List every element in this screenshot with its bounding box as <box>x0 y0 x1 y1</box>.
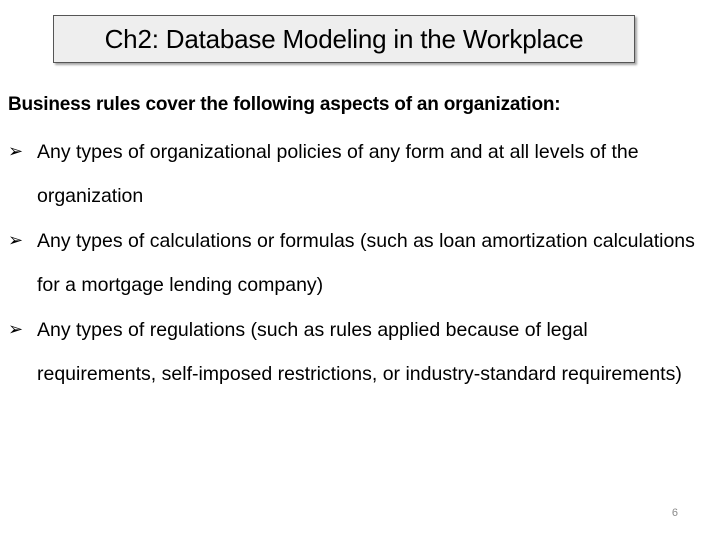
bullet-list <box>8 130 708 397</box>
bullet-text: Any types of calculations or formulas (such as loan amortization calculations for a mortgage lending company) <box>37 230 695 296</box>
arrow-bullet-icon: ➢ <box>8 319 24 340</box>
bullet-item-regulations <box>8 308 708 396</box>
section-heading: Business rules cover the following aspects of an organization: <box>8 94 561 115</box>
page-number: 6 <box>671 507 678 519</box>
slide-title: Ch2: Database Modeling in the Workplace <box>104 23 584 54</box>
bullet-text: Any types of regulations (such as rules applied because of legal requirements, self-imposed restrictions, or industry-standard requirements) <box>37 319 682 385</box>
arrow-bullet-icon: ➢ <box>8 141 24 162</box>
bullet-text: Any types of organizational policies of any form and at all levels of the organization <box>37 141 639 207</box>
arrow-bullet-icon: ➢ <box>8 230 24 251</box>
slide-title-box <box>53 15 635 63</box>
bullet-item-policies <box>8 130 708 218</box>
bullet-item-calculations <box>8 219 708 307</box>
